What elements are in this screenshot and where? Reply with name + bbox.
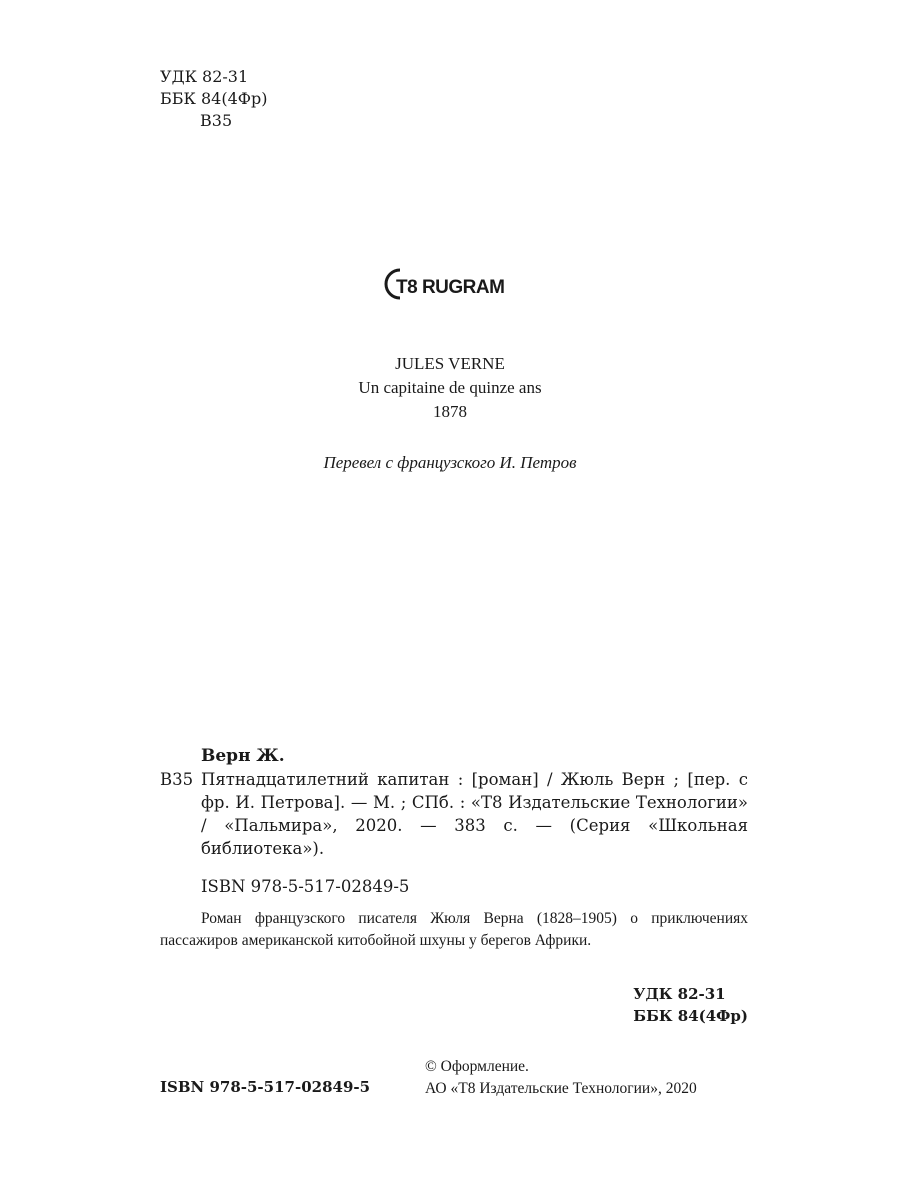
publisher-logo xyxy=(384,266,524,302)
bbk-code-right: ББК 84(4Фр) xyxy=(633,1007,748,1025)
card-description: Пятнадцатилетний капитан : [роман] / Жюль Верн ; [пер. с фр. И. Петрова]. — М. ; СПб. : «Т8 Издательские Технологии» / «Пальмира», 2020. — 383 с. — (Серия «Школьная библиотека»). xyxy=(201,770,748,858)
original-title: Un capitaine de quinze ans xyxy=(358,378,542,397)
udk-code-right: УДК 82-31 xyxy=(633,985,726,1003)
card-isbn: ISBN 978-5-517-02849-5 xyxy=(201,877,410,896)
bbk-code: ББК 84(4Фр) xyxy=(160,89,268,108)
footer-isbn: ISBN 978-5-517-02849-5 xyxy=(160,1078,371,1096)
card-code: В35 xyxy=(160,770,194,789)
original-author: JULES VERNE xyxy=(395,354,505,373)
author-mark: В35 xyxy=(200,111,233,130)
card-author: Верн Ж. xyxy=(201,746,285,766)
catalog-card xyxy=(160,745,748,860)
logo-text: T8 RUGRAM xyxy=(396,277,505,298)
original-year: 1878 xyxy=(433,402,467,421)
codes-right-block xyxy=(633,983,748,1027)
t8-rugram-logo-icon xyxy=(384,266,524,302)
copyright-block xyxy=(425,1056,697,1100)
copyright-line2: АО «Т8 Издательские Технологии», 2020 xyxy=(425,1080,697,1097)
copyright-line1: © Оформление. xyxy=(425,1058,529,1075)
translator-note: Перевел с французского И. Петров xyxy=(323,453,577,472)
classification-block xyxy=(160,66,268,132)
original-edition-block xyxy=(0,352,900,424)
udk-code: УДК 82-31 xyxy=(160,67,249,86)
annotation: Роман французского писателя Жюля Верна (1828–1905) о приключениях пассажиров американской китобойной шхуны у берегов Африки. xyxy=(160,910,748,949)
